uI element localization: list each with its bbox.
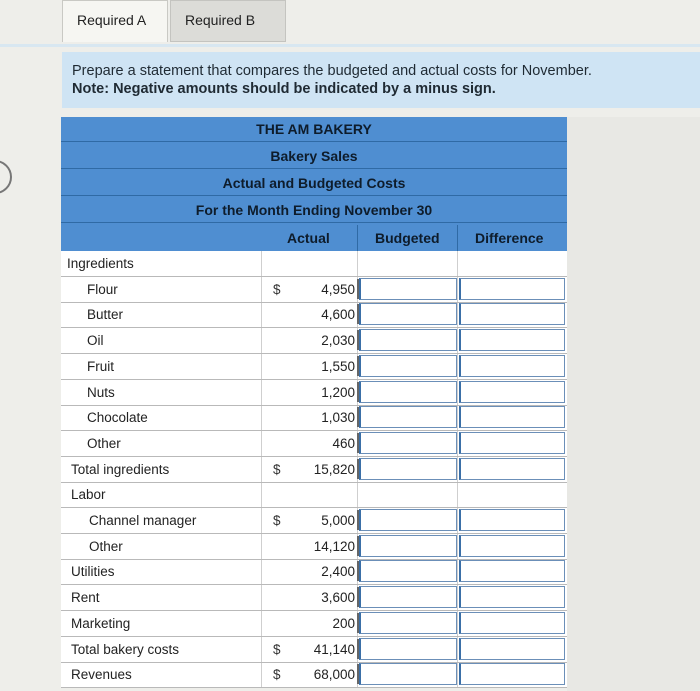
row-label: Utilities <box>71 564 115 580</box>
budgeted-input[interactable] <box>359 278 457 300</box>
instructions-box <box>62 52 700 108</box>
actual-value: 460 <box>332 435 355 451</box>
actual-value: 1,550 <box>321 358 355 374</box>
col-budgeted: Budgeted <box>375 230 440 246</box>
actual-value: 14,120 <box>313 538 355 554</box>
statement-header <box>61 117 567 251</box>
actual-value: 5,000 <box>321 513 355 528</box>
col-difference: Difference <box>475 230 544 246</box>
table-row <box>61 585 567 611</box>
budgeted-input[interactable] <box>359 303 457 325</box>
tab-divider <box>0 44 700 47</box>
budgeted-input[interactable] <box>359 432 457 454</box>
budgeted-input[interactable] <box>359 612 457 634</box>
row-label: Other <box>87 435 121 451</box>
actual-value: 2,030 <box>321 333 355 349</box>
actual-value: 68,000 <box>313 667 355 683</box>
tab-required-b[interactable]: Required B <box>170 0 286 42</box>
row-label: Chocolate <box>87 410 148 426</box>
dollar-sign: $ <box>273 641 281 657</box>
row-label: Total bakery costs <box>71 641 180 657</box>
row-label: Labor <box>71 487 106 503</box>
row-label: Flour <box>87 281 118 297</box>
table-row <box>61 534 567 560</box>
row-label: Total ingredients <box>71 461 170 477</box>
budgeted-input[interactable] <box>359 509 457 531</box>
difference-input[interactable] <box>459 663 565 685</box>
dollar-sign: $ <box>273 667 281 683</box>
table-row <box>61 508 567 534</box>
statement-table <box>61 117 567 687</box>
budgeted-input[interactable] <box>359 638 457 660</box>
actual-value: 200 <box>332 615 355 631</box>
company-name: THE AM BAKERY <box>61 117 567 142</box>
difference-input[interactable] <box>459 638 565 660</box>
row-label: Channel manager <box>89 513 197 528</box>
difference-input[interactable] <box>459 458 565 480</box>
right-margin <box>567 117 700 691</box>
table-row <box>61 405 567 431</box>
difference-input[interactable] <box>459 586 565 608</box>
budgeted-input[interactable] <box>359 560 457 582</box>
budgeted-input[interactable] <box>359 406 457 428</box>
table-row <box>61 251 567 277</box>
row-label: Ingredients <box>67 256 134 271</box>
difference-input[interactable] <box>459 612 565 634</box>
row-label: Other <box>89 538 123 554</box>
budgeted-input[interactable] <box>359 355 457 377</box>
budgeted-input[interactable] <box>359 535 457 557</box>
actual-value: 1,200 <box>321 384 355 400</box>
difference-input[interactable] <box>459 329 565 351</box>
table-row <box>61 482 567 508</box>
table-row <box>61 662 567 688</box>
budgeted-input[interactable] <box>359 586 457 608</box>
difference-input[interactable] <box>459 381 565 403</box>
row-label: Marketing <box>71 615 131 631</box>
table-row <box>61 380 567 406</box>
difference-input[interactable] <box>459 406 565 428</box>
budgeted-input[interactable] <box>359 329 457 351</box>
table-row <box>61 611 567 637</box>
difference-input[interactable] <box>459 303 565 325</box>
row-label: Rent <box>71 590 100 606</box>
row-label: Nuts <box>87 384 115 400</box>
budgeted-input[interactable] <box>359 381 457 403</box>
instructions-line1: Prepare a statement that compares the budgeted and actual costs for November. <box>72 63 592 79</box>
table-row <box>61 354 567 380</box>
actual-value: 4,600 <box>321 307 355 323</box>
table-row <box>61 637 567 663</box>
dollar-sign: $ <box>273 461 281 477</box>
statement-title: Actual and Budgeted Costs <box>61 171 567 196</box>
row-label: Revenues <box>71 667 132 683</box>
dollar-sign: $ <box>273 513 281 528</box>
row-label: Oil <box>87 333 104 349</box>
row-label: Butter <box>87 307 124 323</box>
row-label: Fruit <box>87 358 114 374</box>
col-actual: Actual <box>287 230 330 246</box>
table-row <box>61 559 567 585</box>
difference-input[interactable] <box>459 432 565 454</box>
difference-input[interactable] <box>459 355 565 377</box>
budgeted-input[interactable] <box>359 458 457 480</box>
actual-value: 2,400 <box>321 564 355 580</box>
actual-value: 4,950 <box>321 281 355 297</box>
statement-period: For the Month Ending November 30 <box>61 198 567 223</box>
instructions-note: Note: Negative amounts should be indicated by a minus sign. <box>72 81 496 97</box>
actual-value: 41,140 <box>313 641 355 657</box>
table-row <box>61 302 567 328</box>
difference-input[interactable] <box>459 535 565 557</box>
dollar-sign: $ <box>273 281 281 297</box>
statement-subtitle: Bakery Sales <box>61 144 567 169</box>
actual-value: 1,030 <box>321 410 355 426</box>
table-row <box>61 431 567 457</box>
tab-required-a[interactable]: Required A <box>62 0 168 42</box>
table-row <box>61 457 567 483</box>
actual-value: 15,820 <box>313 461 355 477</box>
difference-input[interactable] <box>459 278 565 300</box>
table-row <box>61 277 567 303</box>
actual-value: 3,600 <box>321 590 355 606</box>
difference-input[interactable] <box>459 560 565 582</box>
table-row <box>61 328 567 354</box>
budgeted-input[interactable] <box>359 663 457 685</box>
scroll-indicator-icon <box>0 160 12 194</box>
difference-input[interactable] <box>459 509 565 531</box>
